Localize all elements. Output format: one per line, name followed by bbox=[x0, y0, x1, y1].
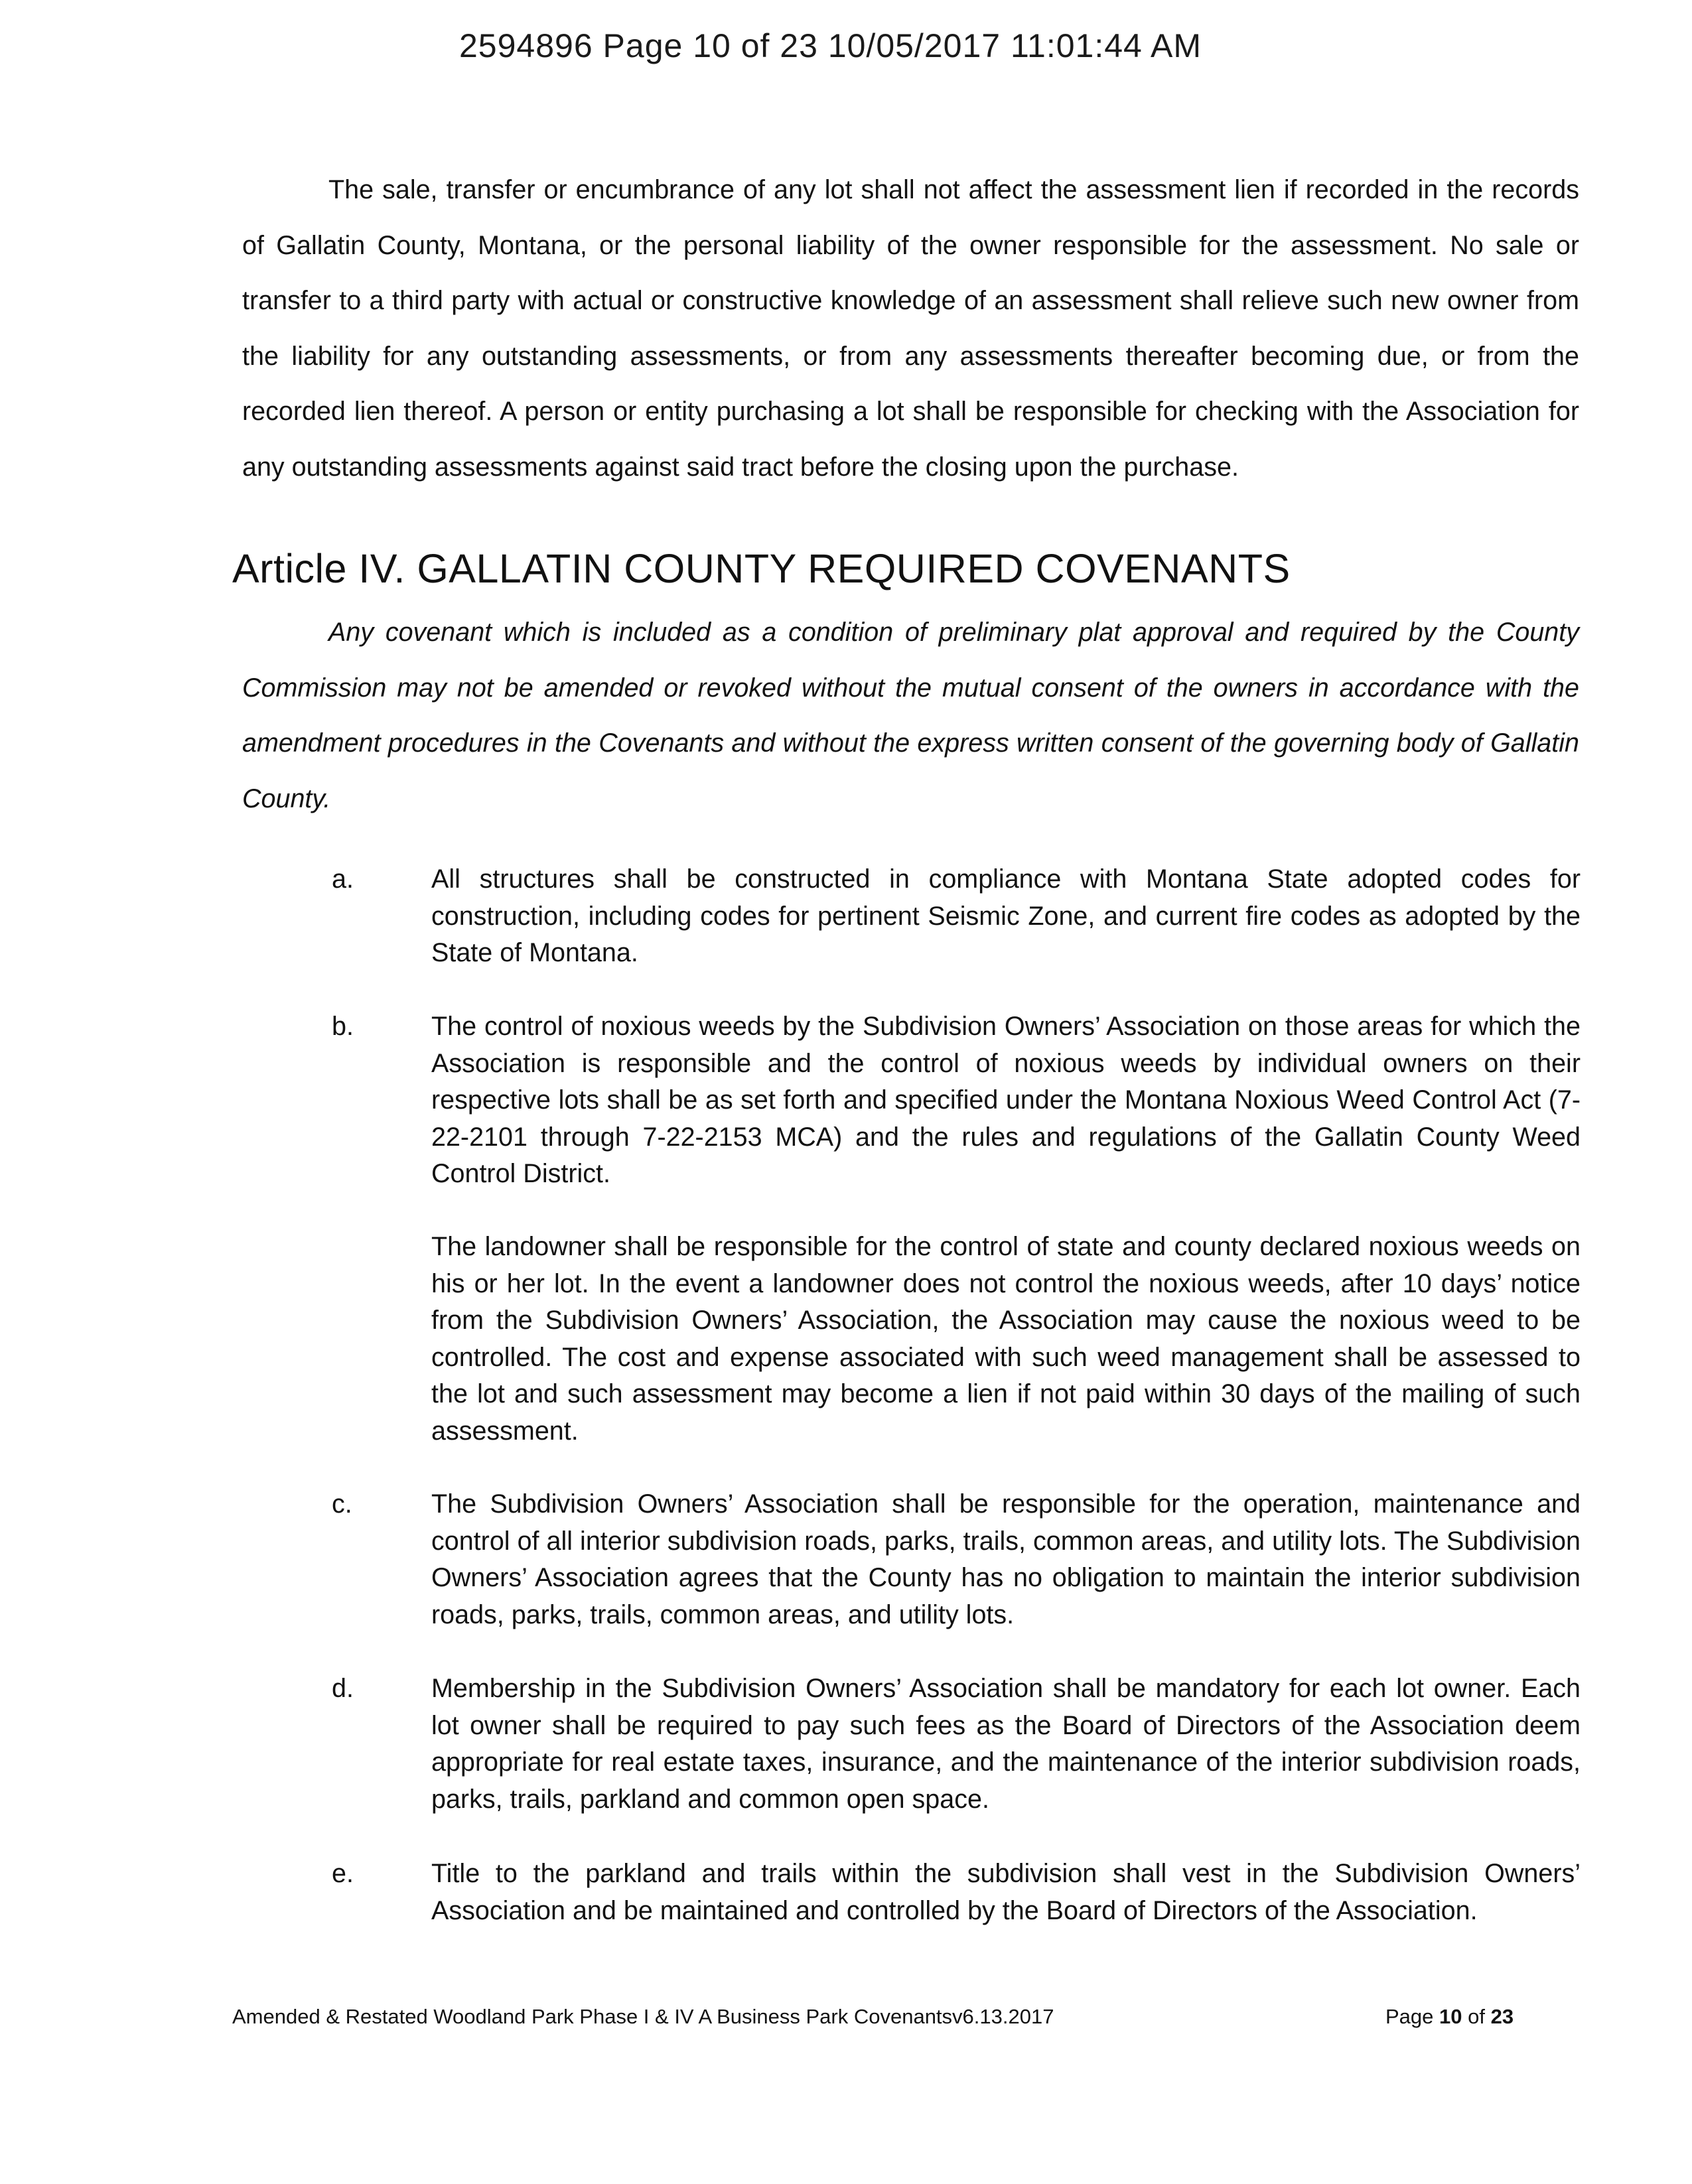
list-marker: b. bbox=[332, 1012, 354, 1041]
list-marker: c. bbox=[332, 1489, 352, 1519]
list-item-text: The control of noxious weeds by the Subdivision Owners’ Association on those areas for which the Association is responsible and the control of noxious weeds by individual owners on their respective lots shall be as set forth and specified under the Montana Noxious Weed Control Act (7-22-2101 through 7-22-2153 MCA) and the rules and regulations of the Gallatin County Weed Control District. bbox=[431, 1012, 1581, 1188]
article-preamble: Any covenant which is included as a condition of preliminary plat approval and required by the County Commission may not be amended or revoked without the mutual consent of the owners in accordance with the amendment procedures in the Covenants and without the express written consent of the governing body of Gallatin County. bbox=[242, 618, 1579, 813]
footer-page-total: 23 bbox=[1490, 2005, 1514, 2028]
footer-page-number bbox=[1385, 2005, 1514, 2029]
list-item-text: All structures shall be constructed in compliance with Montana State adopted codes for construction, including codes for pertinent Seismic Zone, and current fire codes as adopted by the State of Montana. bbox=[431, 864, 1581, 967]
list-marker: d. bbox=[332, 1674, 354, 1703]
recording-stamp: 2594896 Page 10 of 23 10/05/2017 11:01:44 AM bbox=[459, 27, 1202, 64]
list-item-text: Membership in the Subdivision Owners’ Association shall be mandatory for each lot owner. Each lot owner shall be required to pay such fees as the Board of Directors of the Association deem appropriate for real estate taxes, insurance, and the maintenance of the interior subdivision roads, parks, trails, parkland and common open space. bbox=[431, 1674, 1581, 1814]
list-item-continuation: The landowner shall be responsible for the control of state and county declared noxious weeds on his or her lot. In the event a landowner does not control the noxious weeds, after 10 days’ notice from the Subdivision Owners’ Association, the Association may cause the noxious weed to be controlled. The cost and expense associated with such weed management shall be assessed to the lot and such assessment may become a lien if not paid within 30 days of the mailing of such assessment. bbox=[431, 1232, 1581, 1446]
footer-document-title: Amended & Restated Woodland Park Phase I & IV A Business Park Covenantsv6.13.2017 bbox=[232, 2005, 1054, 2028]
article-heading: Article IV. GALLATIN COUNTY REQUIRED COVENANTS bbox=[232, 546, 1291, 591]
footer-page-of: of bbox=[1468, 2005, 1485, 2028]
footer-page-current: 10 bbox=[1439, 2005, 1462, 2028]
list-marker: e. bbox=[332, 1859, 354, 1888]
list-marker: a. bbox=[332, 864, 354, 894]
list-item-text: The Subdivision Owners’ Association shall be responsible for the operation, maintenance and control of all interior subdivision roads, parks, trails, common areas, and utility lots. The Subdivision Owners’ Association agrees that the County has no obligation to maintain the interior subdivision roads, parks, trails, common areas, and utility lots. bbox=[431, 1489, 1581, 1629]
footer-page-word: Page bbox=[1385, 2005, 1434, 2028]
list-item-text: Title to the parkland and trails within the subdivision shall vest in the Subdivision Owners’ Association and be maintained and controlled by the Board of Directors of the Association. bbox=[431, 1859, 1581, 1925]
intro-paragraph: The sale, transfer or encumbrance of any lot shall not affect the assessment lien if recorded in the records of Gallatin County, Montana, or the personal liability of the owner responsible for the assessment. No sale or transfer to a third party with actual or constructive knowledge of an assessment shall relieve such new owner from the liability for any outstanding assessments, or from any assessments thereafter becoming due, or from the recorded lien thereof. A person or entity purchasing a lot shall be responsible for checking with the Association for any outstanding assessments against said tract before the closing upon the purchase. bbox=[242, 175, 1579, 482]
